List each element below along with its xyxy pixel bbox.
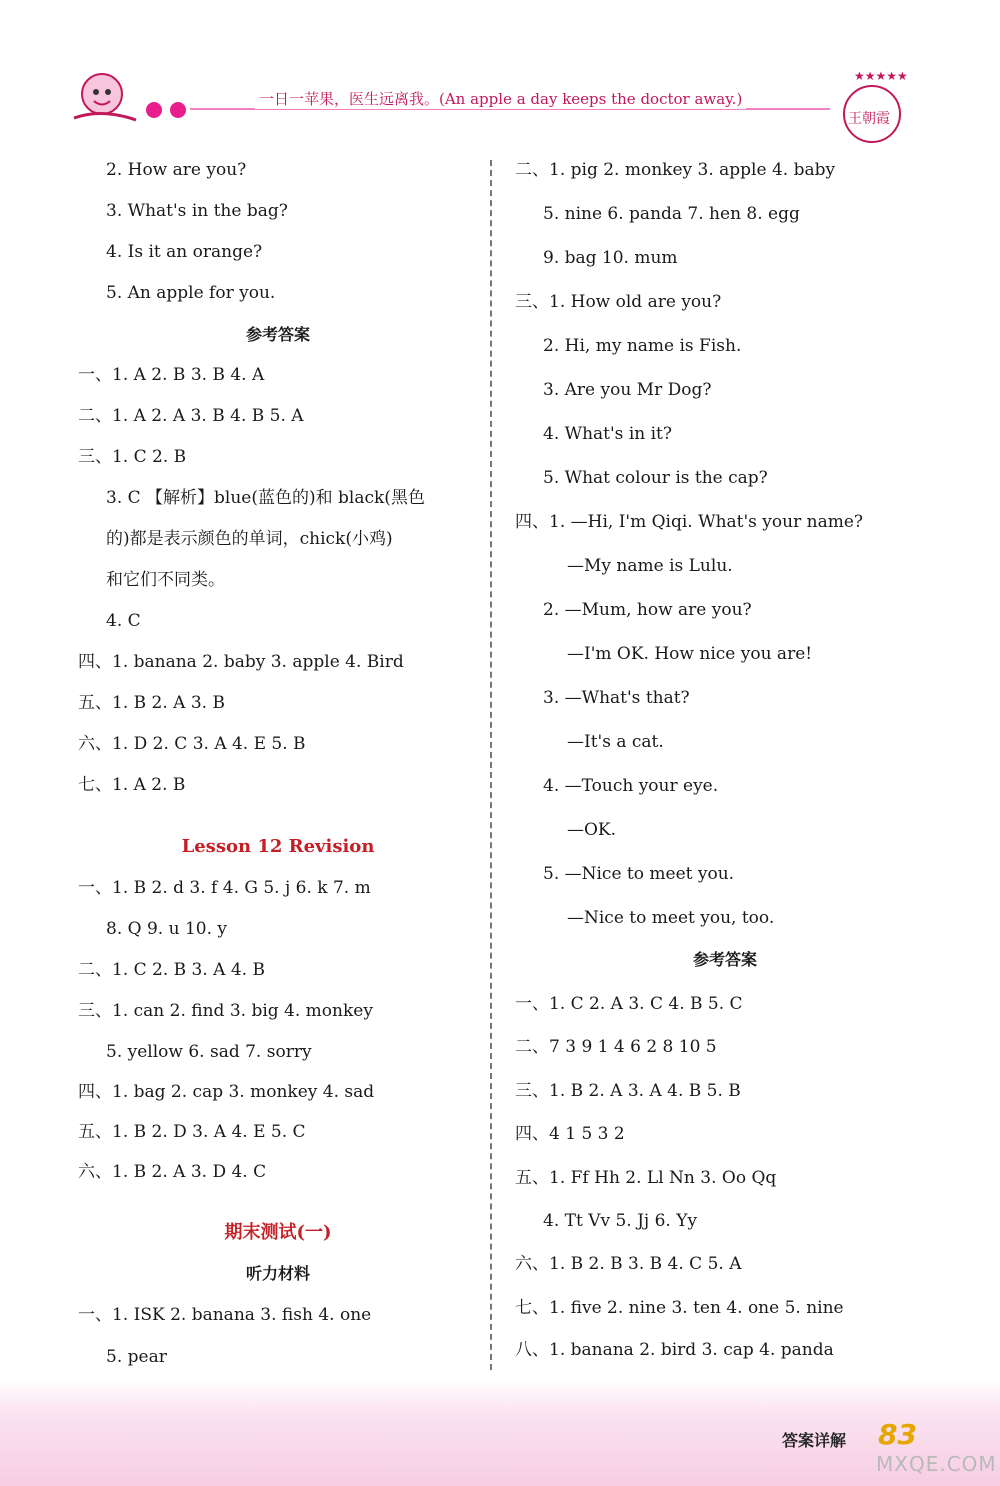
answer-row: 三、1. How old are you? [515, 292, 722, 312]
answer-row: —OK. [567, 820, 617, 840]
answer-row: 2. —Mum, how are you? [543, 600, 752, 620]
answer-row: 3. Are you Mr Dog? [543, 380, 712, 400]
answer-row: 4. What's in it? [543, 424, 672, 444]
brand-badge-icon [832, 66, 912, 146]
answer-row: 9. bag 10. mum [543, 248, 678, 268]
answer-row: 二、1. C 2. B 3. A 4. B [78, 960, 265, 980]
answer-row: 2. Hi, my name is Fish. [543, 336, 742, 356]
answer-row: 8. Q 9. u 10. y [106, 919, 227, 939]
answer-row: 三、1. C 2. B [78, 447, 187, 467]
answer-row: —I'm OK. How nice you are! [567, 644, 813, 664]
answer-row: —My name is Lulu. [567, 556, 733, 576]
answer-row: 二、1. A 2. A 3. B 4. B 5. A [78, 406, 304, 426]
section-title: Lesson 12 Revision [181, 836, 375, 857]
answer-row: 五、1. B 2. D 3. A 4. E 5. C [78, 1122, 306, 1142]
list-item: 4. Is it an orange? [106, 242, 263, 262]
answer-row: 五、1. B 2. A 3. B [78, 693, 225, 713]
answer-row: 3. —What's that? [543, 688, 690, 708]
section-heading: 参考答案 [245, 325, 310, 344]
footer-label: 答案详解 [782, 1431, 847, 1450]
answer-row: 5. yellow 6. sad 7. sorry [106, 1042, 312, 1062]
answer-row: 的)都是表示颜色的单词，chick(小鸡) [106, 529, 393, 549]
list-item: 5. An apple for you. [106, 283, 276, 303]
page-number: 83 [878, 1418, 917, 1451]
watermark-text: MXQE.COM [876, 1452, 997, 1476]
answer-row: 六、1. D 2. C 3. A 4. E 5. B [78, 734, 306, 754]
svg-text:★★★★★: ★★★★★ [854, 69, 908, 83]
brand-name: 王朝霞 [848, 111, 890, 127]
answer-row: 4. Tt Vv 5. Jj 6. Yy [543, 1211, 698, 1231]
list-item: 2. How are you? [106, 160, 247, 180]
answer-row: 七、1. A 2. B [78, 775, 186, 795]
mascot-logo-icon [70, 68, 140, 128]
section-title: 期末测试(一) [224, 1222, 332, 1243]
section-heading: 参考答案 [692, 950, 757, 969]
answer-row: 一、1. C 2. A 3. C 4. B 5. C [515, 994, 743, 1014]
answer-row: —It's a cat. [567, 732, 664, 752]
list-item: 3. What's in the bag? [106, 201, 288, 221]
page-footer [0, 1380, 1000, 1486]
answer-row: 八、1. banana 2. bird 3. cap 4. panda [515, 1340, 834, 1360]
answer-row: 3. C 【解析】blue(蓝色的)和 black(黑色 [106, 488, 425, 508]
column-divider [490, 160, 492, 1370]
decor-dot [146, 102, 162, 118]
answer-row: 一、1. ISK 2. banana 3. fish 4. one [78, 1305, 372, 1325]
section-heading: 听力材料 [245, 1264, 310, 1283]
header-motto: 一日一苹果，医生远离我。(An apple a day keeps the doctor away.) [255, 88, 746, 109]
answer-row: 四、1. banana 2. baby 3. apple 4. Bird [78, 652, 404, 672]
answer-row: 5. nine 6. panda 7. hen 8. egg [543, 204, 800, 224]
answer-row: 五、1. Ff Hh 2. Ll Nn 3. Oo Qq [515, 1168, 777, 1188]
answer-row: 六、1. B 2. A 3. D 4. C [78, 1162, 267, 1182]
decor-dot [170, 102, 186, 118]
answer-row: 5. What colour is the cap? [543, 468, 768, 488]
answer-row: 4. C [106, 611, 141, 631]
answer-row: —Nice to meet you, too. [567, 908, 775, 928]
answer-row: 一、1. B 2. d 3. f 4. G 5. j 6. k 7. m [78, 878, 371, 898]
answer-row: 四、1. bag 2. cap 3. monkey 4. sad [78, 1082, 375, 1102]
answer-row: 5. —Nice to meet you. [543, 864, 735, 884]
answer-row: 四、4 1 5 3 2 [515, 1124, 625, 1144]
answer-row: 七、1. five 2. nine 3. ten 4. one 5. nine [515, 1298, 844, 1318]
answer-row: 四、1. —Hi, I'm Qiqi. What's your name? [515, 512, 863, 532]
answer-row: 一、1. A 2. B 3. B 4. A [78, 365, 265, 385]
answer-row: 三、1. B 2. A 3. A 4. B 5. B [515, 1081, 741, 1101]
answer-row: 六、1. B 2. B 3. B 4. C 5. A [515, 1254, 742, 1274]
answer-row: 三、1. can 2. find 3. big 4. monkey [78, 1001, 373, 1021]
answer-row: 4. —Touch your eye. [543, 776, 719, 796]
answer-row: 5. pear [106, 1347, 167, 1367]
answer-row: 二、7 3 9 1 4 6 2 8 10 5 [515, 1037, 717, 1057]
page-header [0, 0, 1000, 150]
answer-row: 二、1. pig 2. monkey 3. apple 4. baby [515, 160, 836, 180]
answer-row: 和它们不同类。 [106, 570, 225, 590]
